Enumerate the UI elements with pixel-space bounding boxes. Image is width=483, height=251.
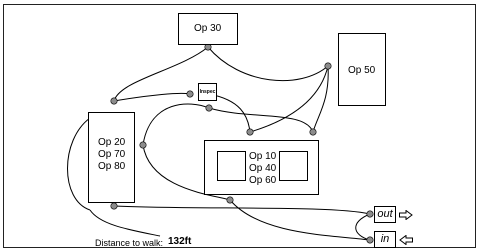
op-group-left-label-3: Op 80 bbox=[98, 161, 126, 172]
connector-dot-icon bbox=[367, 237, 373, 243]
wire-loop-to-in bbox=[356, 214, 370, 240]
connector-dot-icon bbox=[111, 98, 117, 104]
op-group-left-label-1: Op 20 bbox=[98, 137, 126, 148]
connector-dot-icon bbox=[187, 91, 193, 97]
connector-dot-icon bbox=[227, 197, 233, 203]
op-group-center-label-2: Op 40 bbox=[249, 163, 277, 174]
op50-node[interactable] bbox=[338, 33, 386, 106]
op-group-center-labels bbox=[249, 151, 276, 187]
wire-left-to-out bbox=[114, 206, 370, 214]
distance-label: Distance to walk: bbox=[95, 238, 164, 248]
machine-right-square bbox=[279, 151, 308, 181]
connector-dot-icon bbox=[247, 129, 253, 135]
distance-value: 132ft bbox=[168, 236, 192, 247]
connector-dot-icon bbox=[206, 105, 212, 111]
op-group-left-label-2: Op 70 bbox=[98, 149, 126, 160]
inspector-node[interactable] bbox=[198, 83, 217, 101]
op-group-left-labels bbox=[98, 137, 125, 173]
wire-left-loop bbox=[68, 118, 91, 210]
wire-left-to-in bbox=[230, 200, 370, 240]
op-group-center-label-1: Op 10 bbox=[249, 151, 277, 162]
connector-dot-icon bbox=[325, 63, 331, 69]
in-port[interactable] bbox=[374, 231, 396, 248]
op30-label: Op 30 bbox=[194, 23, 222, 34]
wire-center-to-left bbox=[143, 104, 209, 145]
arrow-left-outline-icon bbox=[399, 235, 413, 245]
connector-dot-icon bbox=[310, 129, 316, 135]
op-group-center-node[interactable] bbox=[204, 140, 319, 195]
wire-op30-to-op50 bbox=[208, 47, 328, 81]
out-port[interactable] bbox=[374, 206, 396, 223]
inspector-label: Inspec bbox=[199, 89, 216, 95]
connector-dot-icon bbox=[140, 142, 146, 148]
in-port-label: in bbox=[380, 233, 390, 245]
op-group-left-node[interactable] bbox=[88, 112, 135, 203]
wire-left-to-inspector bbox=[114, 93, 190, 101]
arrow-right-outline-icon bbox=[399, 210, 413, 220]
connector-dot-icon bbox=[367, 211, 373, 217]
machine-left-square bbox=[217, 151, 246, 181]
op30-node[interactable] bbox=[178, 13, 238, 45]
connector-dot-icon bbox=[111, 203, 117, 209]
out-port-label: out bbox=[377, 208, 393, 220]
op-group-center-label-3: Op 60 bbox=[249, 175, 277, 186]
wire-left-bottom bbox=[90, 210, 160, 236]
op50-label: Op 50 bbox=[348, 65, 376, 76]
wire-op50-to-center-right bbox=[313, 66, 328, 132]
wire-op30-to-left-group bbox=[114, 47, 208, 101]
